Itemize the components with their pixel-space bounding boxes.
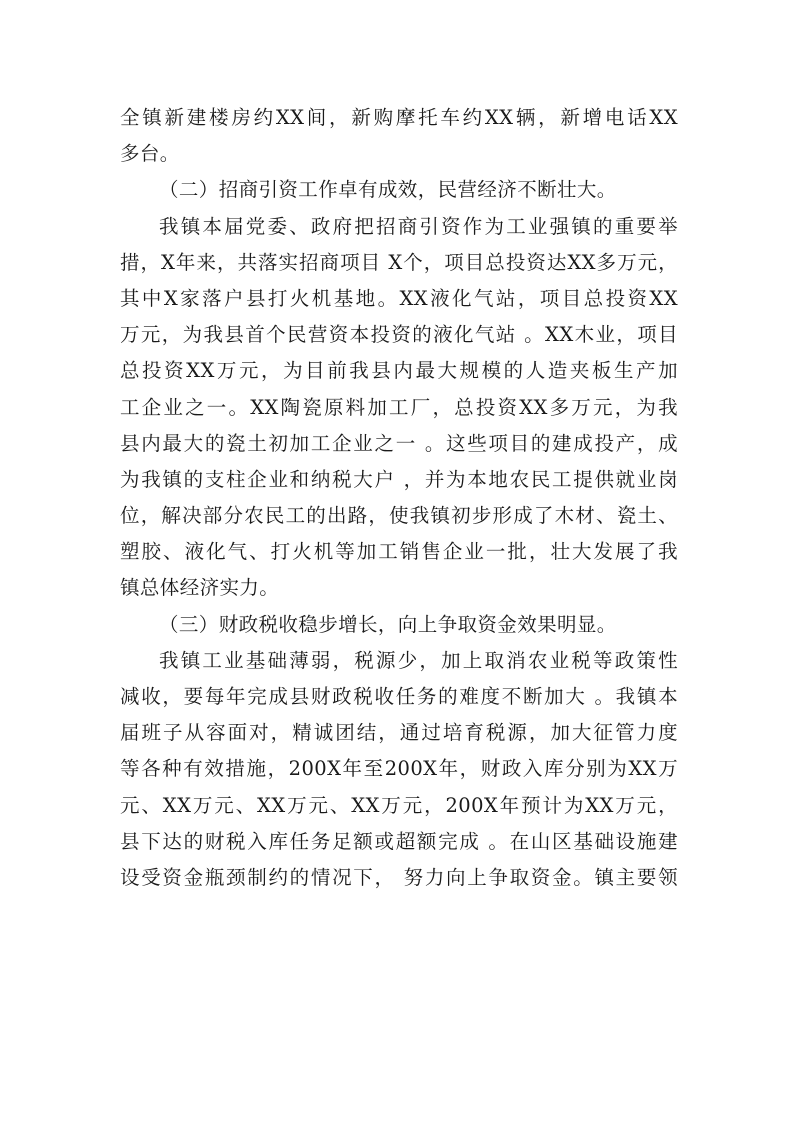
text-line: 减收，要每年完成县财政税收任务的难度不断加大 。我镇本 — [120, 685, 678, 708]
section-heading-2: （二）招商引资工作卓有成效，民营经济不断壮大。 — [159, 178, 617, 202]
text-line: 镇总体经济实力。 — [120, 576, 280, 600]
section-heading-3: （三）财政税收稳步增长，向上争取资金效果明显。 — [159, 612, 617, 636]
text-line: 其中X家落户县打火机基地。XX液化气站，项目总投资XX — [120, 286, 678, 310]
body-text — [120, 100, 678, 896]
text-line: 措，X年来，共落实招商项目 X个，项目总投资达XX多万元， — [120, 250, 678, 274]
text-line: 我镇本届党委、政府把招商引资作为工业强镇的重要举 — [159, 214, 678, 238]
text-line: 我镇工业基础薄弱，税源少，加上取消农业税等政策性 — [159, 648, 678, 672]
text-line: 届班子从容面对，精诚团结，通过培育税源，加大征管力度 — [120, 721, 678, 745]
text-line: 万元，为我县首个民营资本投资的液化气站 。XX木业，项目 — [120, 323, 678, 347]
text-line: 设受资金瓶颈制约的情况下， 努力向上争取资金。镇主要领 — [120, 865, 678, 889]
text-line: 全镇新建楼房约XX间，新购摩托车约XX辆，新增电话XX — [120, 106, 678, 129]
text-line: 位，解决部分农民工的出路，使我镇初步形成了木材、瓷土、 — [120, 504, 678, 528]
text-line: 塑胶、液化气、打火机等加工销售企业一批，壮大发展了我 — [120, 540, 678, 564]
text-line: 总投资XX万元，为目前我县内最大规模的人造夹板生产加 — [120, 359, 678, 383]
text-line: 等各种有效措施，200X年至200X年，财政入库分别为XX万 — [120, 757, 678, 781]
text-line: 县内最大的瓷土初加工企业之一 。这些项目的建成投产，成 — [120, 431, 678, 455]
text-line: 工企业之一。XX陶瓷原料加工厂，总投资XX多万元，为我 — [120, 395, 678, 419]
text-line: 为我镇的支柱企业和纳税大户 ，并为本地农民工提供就业岗 — [120, 467, 678, 491]
text-line: 县下达的财税入库任务足额或超额完成 。在山区基础设施建 — [120, 829, 678, 853]
text-line: 多台。 — [120, 142, 180, 166]
text-line: 元、XX万元、XX万元、XX万元，200X年预计为XX万元， — [120, 793, 678, 817]
